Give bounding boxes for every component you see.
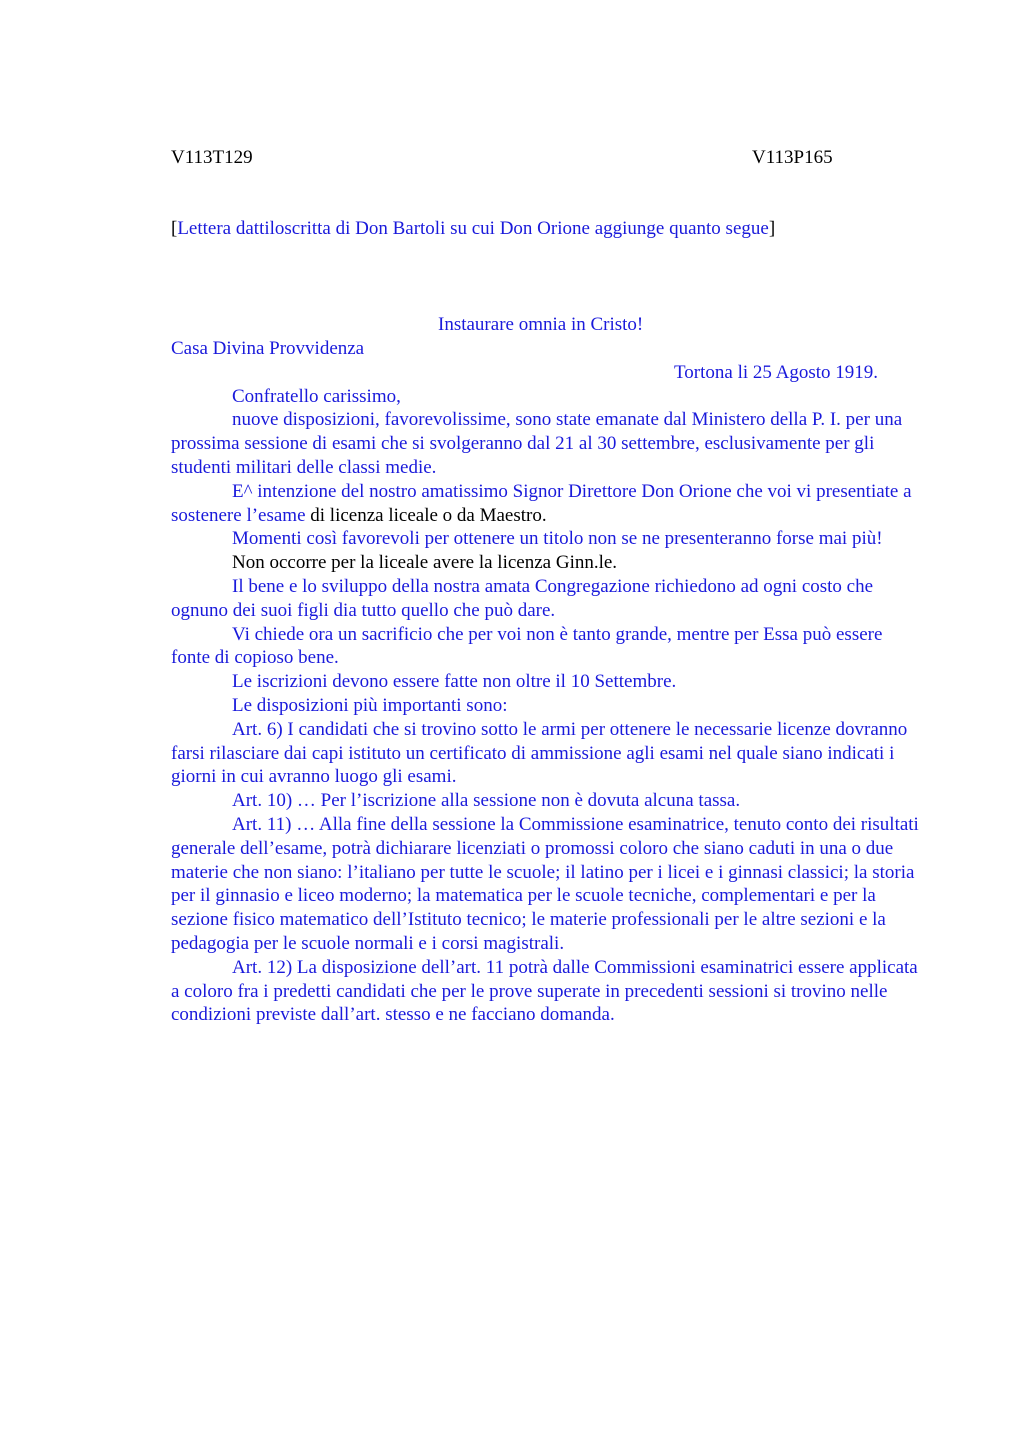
article-10: Art. 10) … Per l’iscrizione alla sessione non è dovuta alcuna tassa. (232, 790, 741, 812)
paragraph: Il bene e lo sviluppo della nostra amata Congregazione richiedono ad ogni costo che ognuno dei suoi figli dia tutto quello che può dare. (171, 575, 874, 621)
reference-code-left: V113T129 (171, 147, 253, 168)
paragraph-handwritten-addition: di licenza liceale o da Maestro. (305, 504, 547, 526)
paragraph: nuove disposizioni, favorevolissime, sono state emanate dal Ministero della P. I. per una prossima sessione di esami che si svolgeranno dal 21 al 30 settembre, esclusivamente per gli studenti militari delle classi medie. (171, 409, 903, 478)
motto: Instaurare omnia in Cristo! (438, 314, 644, 335)
editorial-note (171, 217, 775, 241)
paragraph: Le iscrizioni devono essere fatte non oltre il 10 Settembre. (232, 671, 677, 693)
letter-body (171, 337, 926, 1027)
paragraph-handwritten-addition: Non occorre per la liceale avere la licenza Ginn.le. (232, 552, 618, 574)
paragraph (171, 480, 926, 528)
note-close-bracket: ] (768, 218, 776, 239)
institution-name: Casa Divina Provvidenza (171, 338, 365, 359)
article-6: Art. 6) I candidati che si trovino sotto le armi per ottenere le necessarie licenze dovranno farsi rilasciare dai capi istituto un certificato di ammissione agli esami nel quale siano indicati i giorni in cui avranno luogo gli esami. (171, 718, 908, 788)
paragraph: Vi chiede ora un sacrificio che per voi non è tanto grande, mentre per Essa può essere fonte di copioso bene. (171, 623, 883, 669)
note-open-bracket: [ (171, 218, 178, 239)
reference-code-right: V113P165 (752, 147, 833, 168)
paragraph-blue-part: E^ intenzione del nostro amatissimo Signor Direttore Don Orione che voi vi presentiate a sostenere l’esame (171, 480, 912, 526)
article-11: Art. 11) … Alla fine della sessione la Commissione esaminatrice, tenuto conto dei risultati generale dell’esame, potrà dichiarare licenziati o promossi coloro che siano caduti in una o due materie che non siano: l’italiano per tutte le scuole; il latino per i licei e i ginnasi classici; la storia per il ginnasio e liceo moderno; la matematica per le scuole tecniche, complementari e per la sezione fisico matematico dell’Istituto tecnico; le materie professionali per le altre sezioni e la pedagogia per le scuole normali e i corsi magistrali. (171, 813, 919, 954)
article-12: Art. 12) La disposizione dell’art. 11 potrà dalle Commissioni esaminatrici essere applicata a coloro fra i predetti candidati che per le prove superate in precedenti sessioni si trovino nelle condizioni previste dall’art. stesso e ne facciano domanda. (171, 956, 918, 1026)
paragraph: Le disposizioni più importanti sono: (232, 694, 508, 716)
place-date: Tortona li 25 Agosto 1919. (674, 361, 878, 383)
salutation: Confratello carissimo, (232, 385, 401, 407)
note-text: Lettera dattiloscritta di Don Bartoli su cui Don Orione aggiunge quanto segue (177, 218, 769, 239)
paragraph: Momenti così favorevoli per ottenere un titolo non se ne presenteranno forse mai più! (232, 528, 883, 550)
